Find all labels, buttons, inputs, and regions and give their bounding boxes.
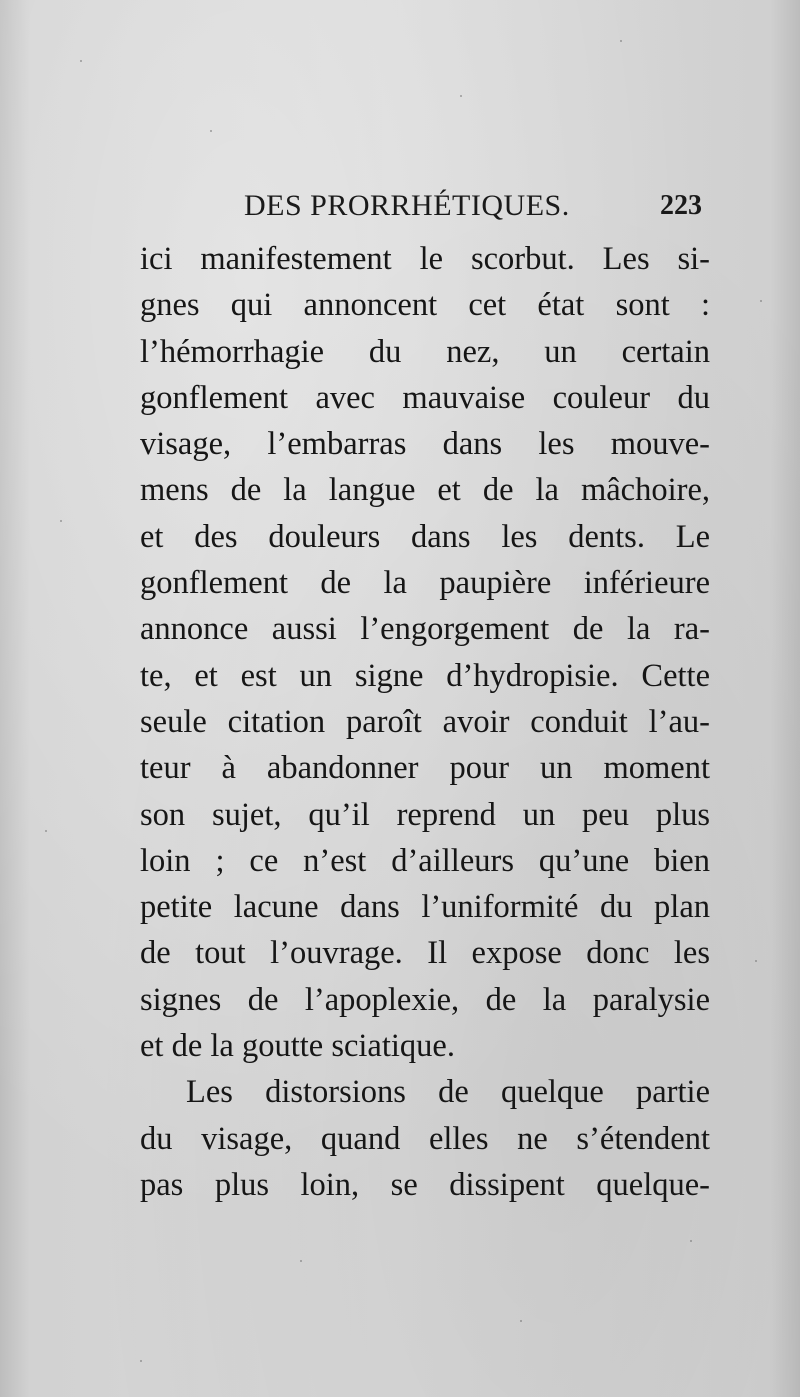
- paper-speck: [45, 830, 47, 832]
- paper-speck: [60, 520, 62, 522]
- text-line: du visage, quand elles ne s’étendent: [140, 1120, 710, 1157]
- text-line: l’hémorrhagie du nez, un certain: [140, 333, 710, 370]
- text-line: te, et est un signe d’hydropisie. Cette: [140, 657, 710, 694]
- page-number: 223: [660, 190, 702, 221]
- text-line: gonflement avec mauvaise couleur du: [140, 379, 710, 416]
- text-line: visage, l’embarras dans les mouve-: [140, 426, 710, 463]
- paper-speck: [690, 1240, 692, 1242]
- text-line: seule citation paroît avoir conduit l’au-: [140, 703, 710, 740]
- paper-speck: [210, 130, 212, 132]
- paper-speck: [140, 1360, 142, 1362]
- text-line: pas plus loin, se dissipent quelque-: [140, 1166, 710, 1203]
- text-line: ici manifestement le scorbut. Les si-: [140, 241, 710, 277]
- text-line: mens de la langue et de la mâchoire,: [140, 472, 710, 509]
- paper-speck: [620, 40, 622, 42]
- text-line: signes de l’apoplexie, de la paralysie: [140, 981, 710, 1018]
- text-line: gonflement de la paupière inférieure: [140, 565, 710, 602]
- body-text: [140, 236, 710, 1208]
- text-line: loin ; ce n’est d’ailleurs qu’une bien: [140, 842, 710, 879]
- paragraph-first-line: Les distorsions de quelque partie: [186, 1074, 710, 1111]
- paper-speck: [460, 95, 462, 97]
- text-line: et des douleurs dans les dents. Le: [140, 518, 710, 555]
- paper-speck: [80, 60, 82, 62]
- text-line: gnes qui annoncent cet état sont :: [140, 287, 710, 324]
- text-line: petite lacune dans l’uniformité du plan: [140, 889, 710, 926]
- text-line: annonce aussi l’engorgement de la ra-: [140, 611, 710, 648]
- text-line: son sujet, qu’il reprend un peu plus: [140, 796, 710, 833]
- paper-speck: [520, 1320, 522, 1322]
- text-line: et de la goutte sciatique.: [140, 1028, 455, 1065]
- running-head-title: DES PRORRHÉTIQUES.: [244, 189, 570, 222]
- running-head: [140, 186, 710, 230]
- paper-speck: [300, 1260, 302, 1262]
- paper-speck: [760, 300, 762, 302]
- text-line: teur à abandonner pour un moment: [140, 750, 710, 787]
- text-line: de tout l’ouvrage. Il expose donc les: [140, 935, 710, 972]
- paper-speck: [755, 960, 757, 962]
